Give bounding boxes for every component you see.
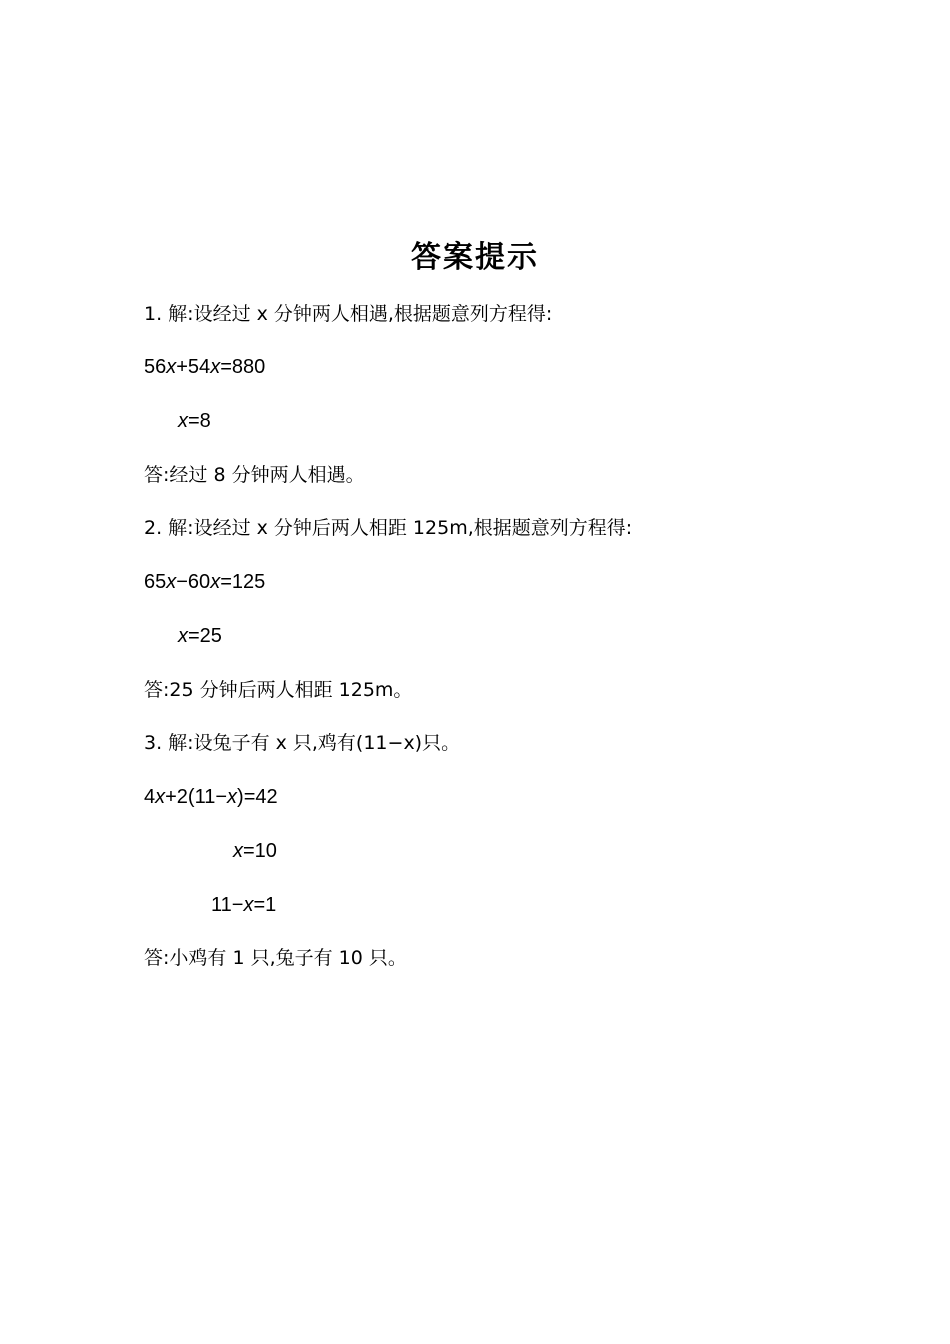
problem-2-answer: 答:25 分钟后两人相距 125m。 — [144, 679, 413, 701]
problem-3-solution — [233, 837, 277, 865]
eq-variable: x — [166, 356, 177, 378]
problem-3-extra — [211, 891, 276, 919]
eq-variable: x — [155, 786, 166, 808]
eq-term: +2(11− — [165, 786, 228, 808]
problem-1-solution — [178, 407, 211, 435]
eq-variable: x — [233, 840, 243, 862]
problem-2-equation — [144, 568, 265, 596]
eq-term: 11− — [211, 894, 244, 916]
eq-term: +54 — [176, 356, 211, 378]
eq-term: )=42 — [237, 786, 278, 808]
eq-variable: x — [166, 571, 177, 593]
eq-term: =125 — [220, 571, 266, 593]
eq-term: −60 — [176, 571, 211, 593]
eq-term: =880 — [220, 356, 266, 378]
eq-term: =10 — [243, 840, 277, 862]
eq-term: =25 — [188, 625, 222, 647]
eq-variable: x — [243, 894, 254, 916]
eq-term: =8 — [188, 410, 211, 432]
eq-variable: x — [178, 625, 188, 647]
problem-1-setup: 1. 解:设经过 x 分钟两人相遇,根据题意列方程得: — [144, 303, 553, 325]
eq-term: 65 — [144, 571, 167, 593]
problem-1-answer: 答:经过 8 分钟两人相遇。 — [144, 464, 365, 486]
problem-3-setup: 3. 解:设兔子有 x 只,鸡有(11−x)只。 — [144, 732, 461, 754]
eq-variable: x — [178, 410, 188, 432]
eq-variable: x — [227, 786, 238, 808]
problem-1-equation — [144, 353, 265, 381]
problem-3-equation — [144, 783, 278, 811]
problem-3-answer: 答:小鸡有 1 只,兔子有 10 只。 — [144, 947, 407, 969]
problem-2-solution — [178, 622, 222, 650]
eq-term: 4 — [144, 786, 156, 808]
page-title: 答案提示 — [411, 240, 539, 275]
eq-variable: x — [210, 356, 221, 378]
problem-2-setup: 2. 解:设经过 x 分钟后两人相距 125m,根据题意列方程得: — [144, 517, 633, 539]
eq-variable: x — [210, 571, 221, 593]
eq-term: 56 — [144, 356, 167, 378]
eq-term: =1 — [253, 894, 277, 916]
